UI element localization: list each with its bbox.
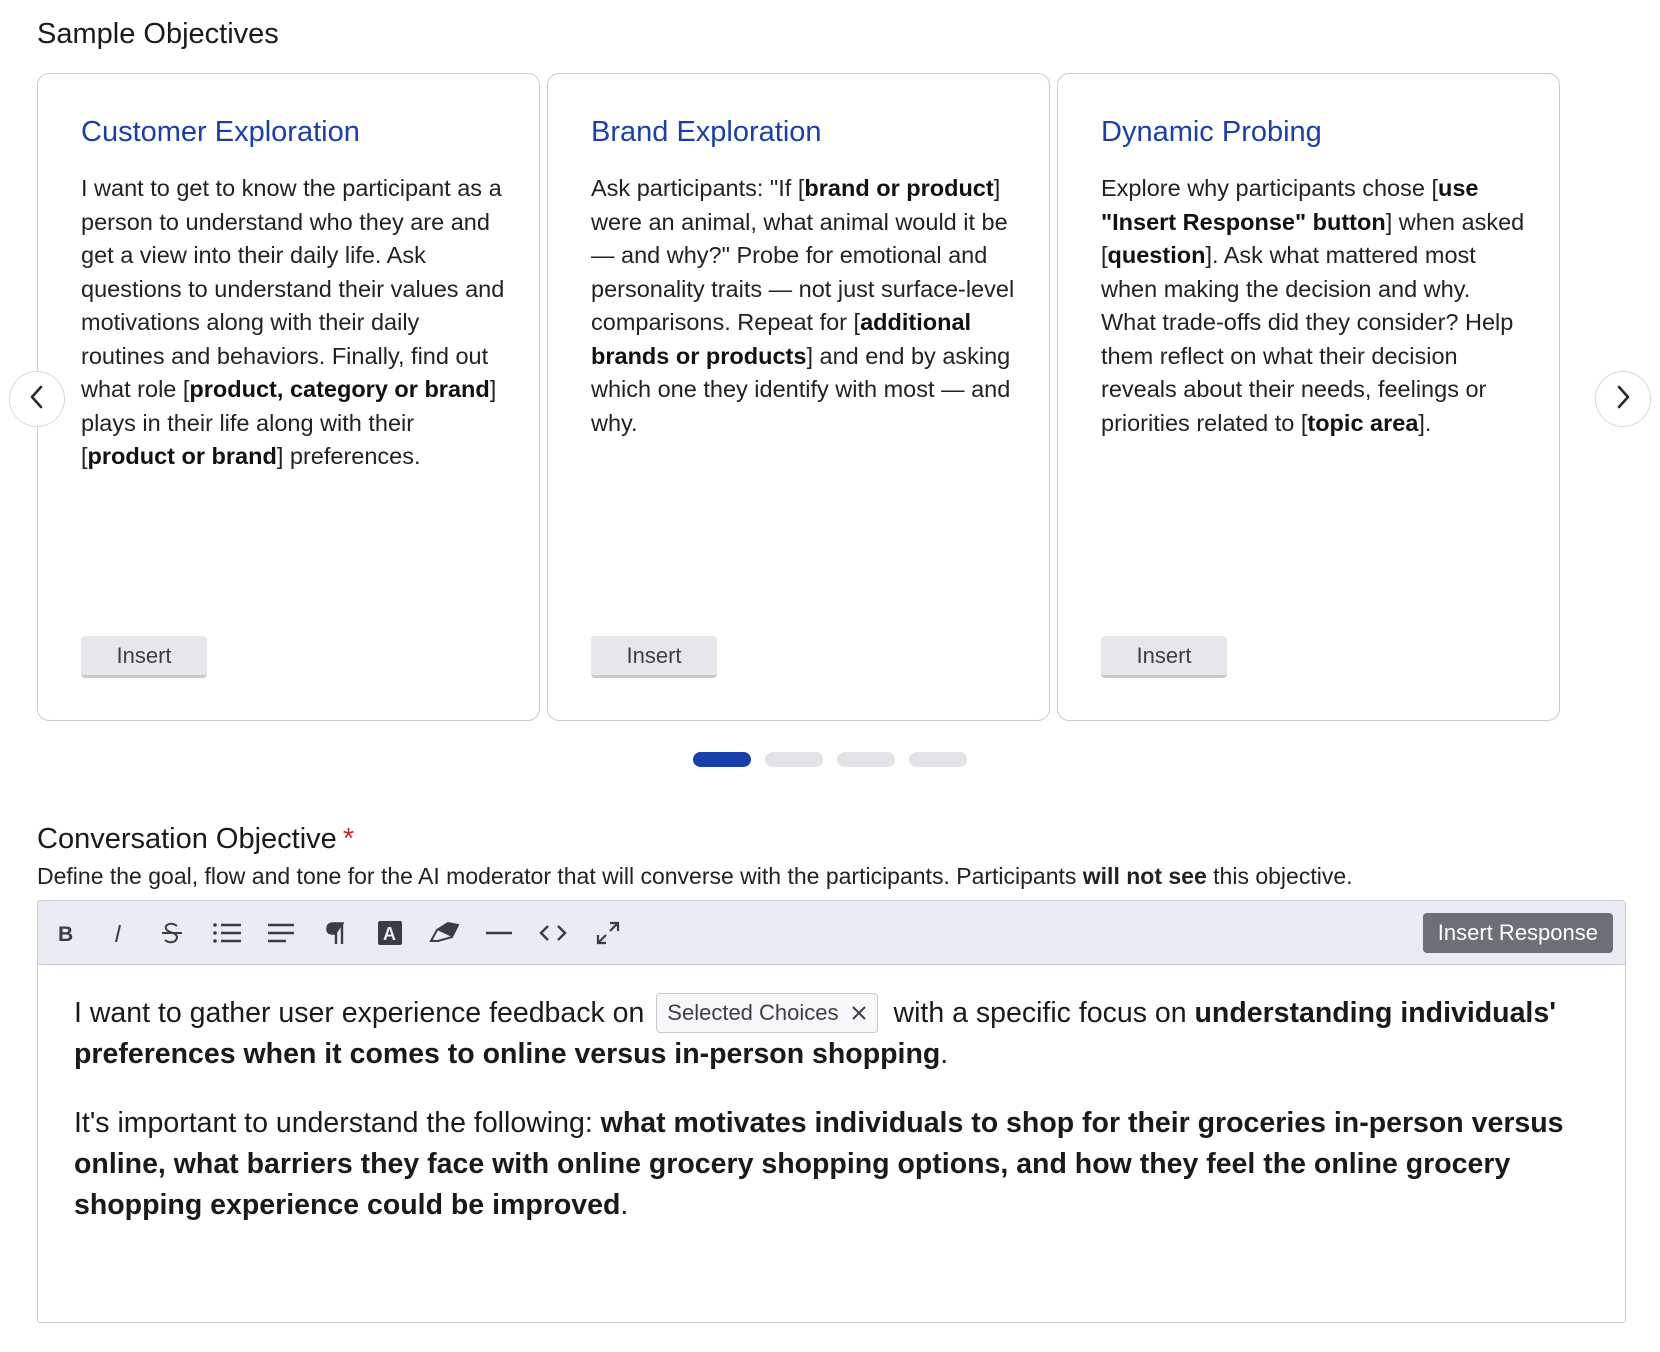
carousel-prev-button[interactable]	[9, 371, 65, 427]
pagination-dot[interactable]	[765, 752, 823, 767]
close-icon[interactable]	[851, 1005, 867, 1021]
para2-bold: what motivates individuals to shop for their groceries in-person versus online, what barriers they face with online grocery shopping options, and how they feel the online grocery shopping experience could be improved	[74, 1107, 1564, 1221]
expand-icon[interactable]	[588, 914, 628, 952]
card-body	[591, 172, 1016, 440]
para1-end: .	[940, 1038, 949, 1070]
editor-paragraph	[74, 993, 1564, 1075]
desc-bold: will not see	[1082, 863, 1207, 889]
paragraph-icon[interactable]	[316, 914, 356, 952]
desc-text: Define the goal, flow and tone for the AI moderator that will converse with the participants. Participants	[37, 863, 1083, 889]
rich-text-editor	[37, 900, 1626, 1323]
body-text: ] and end by asking which one they identify with most — and why.	[591, 342, 1011, 436]
body-text: Explore why participants chose [	[1101, 175, 1438, 201]
para2-end: .	[620, 1189, 629, 1221]
placeholder-bold: product, category or brand	[189, 376, 490, 402]
objective-title-text: Conversation Objective	[37, 823, 337, 855]
sample-objectives-title: Sample Objectives	[37, 18, 279, 50]
card-title: Customer Exploration	[81, 116, 360, 148]
conversation-objective-label	[37, 823, 354, 856]
chevron-left-icon	[27, 383, 47, 416]
body-text: ] preferences.	[276, 443, 421, 469]
sample-objectives-carousel	[37, 73, 1626, 723]
body-text: I want to get to know the participant as a person to understand who they are and get a view into their daily life. Ask questions to understand their values and motivations along with their daily routines and behaviors. Finally, find out what role [	[81, 175, 505, 402]
carousel-next-button[interactable]	[1595, 371, 1651, 427]
italic-icon[interactable]	[98, 914, 138, 952]
editor-toolbar	[38, 901, 1625, 965]
objective-description	[37, 863, 1353, 890]
placeholder-bold: product or brand	[87, 443, 277, 469]
chip-label: Selected Choices	[667, 1000, 839, 1025]
objective-card	[547, 73, 1050, 721]
body-text: ].	[1418, 409, 1432, 436]
insert-button[interactable]: Insert	[1101, 636, 1227, 678]
body-text: Ask participants: "If [	[591, 175, 805, 201]
svg-text:A: A	[383, 924, 396, 944]
placeholder-bold: brand or product	[804, 175, 994, 201]
chevron-right-icon	[1613, 383, 1633, 416]
bullet-list-icon[interactable]	[207, 914, 247, 952]
svg-text:B: B	[58, 923, 74, 945]
body-text: ] when asked [	[1101, 208, 1525, 268]
body-text: ]. Ask what mattered most when making the decision and why. What trade-offs did they consider? Help them reflect on what their decision reveals about their needs, feelings or priorities related to [	[1101, 242, 1514, 436]
body-text: ] were an animal, what animal would it be — and why?" Probe for emotional and personality traits — not just surface-level comparisons. Repeat for [	[591, 175, 1015, 335]
text-color-icon[interactable]	[370, 914, 410, 952]
card-body	[1101, 172, 1526, 440]
placeholder-bold: question	[1107, 242, 1206, 268]
strikethrough-icon[interactable]	[152, 914, 192, 952]
para1-text: I want to gather user experience feedback on	[74, 997, 645, 1029]
insert-button[interactable]: Insert	[591, 636, 717, 678]
para1-mid: with a specific focus on	[893, 997, 1195, 1029]
bold-icon[interactable]	[44, 914, 84, 952]
para1-bold: understanding individuals' preferences when it comes to online versus in-person shopping	[74, 997, 1556, 1070]
required-indicator: *	[342, 823, 355, 855]
card-title: Dynamic Probing	[1101, 116, 1322, 148]
para2-text: It's important to understand the following:	[74, 1107, 601, 1139]
insert-button[interactable]: Insert	[81, 636, 207, 678]
align-icon[interactable]	[261, 914, 301, 952]
placeholder-bold: topic area	[1307, 409, 1419, 436]
body-text: ] plays in their life along with their [	[81, 376, 497, 469]
insert-response-button[interactable]: Insert Response	[1423, 913, 1613, 953]
card-title: Brand Exploration	[591, 116, 822, 148]
placeholder-bold: use "Insert Response" button	[1101, 175, 1479, 235]
desc-suffix: this objective.	[1206, 863, 1353, 889]
eraser-icon[interactable]	[424, 914, 464, 952]
editor-content[interactable]	[74, 993, 1564, 1254]
response-chip[interactable]	[656, 993, 877, 1033]
code-icon[interactable]	[533, 914, 573, 952]
horizontal-rule-icon[interactable]	[479, 914, 519, 952]
pagination-dot[interactable]	[837, 752, 895, 767]
editor-paragraph	[74, 1103, 1564, 1226]
objective-card	[1057, 73, 1560, 721]
card-body	[81, 172, 506, 474]
pagination-dot[interactable]	[909, 752, 967, 767]
objective-card	[37, 73, 540, 721]
placeholder-bold: additional brands or products	[591, 309, 972, 369]
pagination-dot[interactable]	[693, 752, 751, 767]
